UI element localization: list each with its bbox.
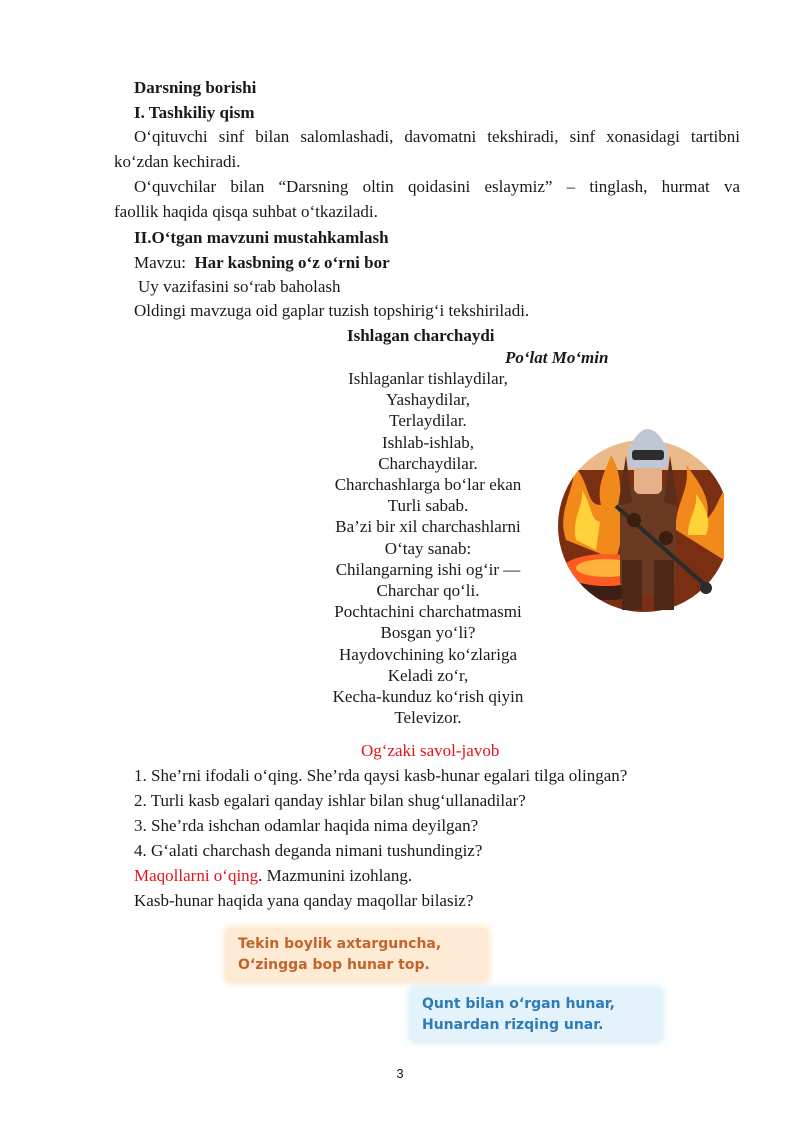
poem-line: Ishlaganlar tishlaydilar, <box>348 369 508 388</box>
proverbs-question: Kasb-hunar haqida yana qanday maqollar bilasiz? <box>134 891 474 910</box>
question-1: 1. She’rni ifodali o‘qing. She’rda qaysi kasb-hunar egalari tilga olingan? <box>134 766 628 785</box>
homework-line: Uy vazifasini so‘rab baholash <box>138 277 341 296</box>
lesson-heading: Darsning borishi <box>134 78 257 97</box>
poem-author: Po‘lat Mo‘min <box>505 348 609 367</box>
poem-line: Terlaydilar. <box>389 411 467 431</box>
section-1-title: I. Tashkiliy qism <box>134 103 255 122</box>
question-3: 3. She’rda ishchan odamlar haqida nima deyilgan? <box>134 816 479 835</box>
topic-line <box>134 252 390 274</box>
poem-line: Ba’zi bir xil charchashlarni <box>335 517 521 537</box>
question-2: 2. Turli kasb egalari qanday ishlar bilan shug‘ullanadilar? <box>134 791 526 810</box>
poem-title: Ishlagan charchaydi <box>347 326 495 345</box>
paragraph-1-line-2: ko‘zdan kechiradi. <box>114 152 241 171</box>
poem-line: Charchashlarga bo‘lar ekan <box>334 475 522 495</box>
proverbs-task <box>134 865 412 887</box>
proverb-2-line-2: Hunardan rizqing unar. <box>422 1017 604 1033</box>
paragraph-2-line-2: faollik haqida qisqa suhbat o‘tkaziladi. <box>114 202 378 221</box>
poem-line: Turli sabab. <box>387 496 469 516</box>
poem-line: Haydovchining ko‘zlariga <box>339 644 517 664</box>
task-check-line: Oldingi mavzuga oid gaplar tuzish topshirig‘i tekshiriladi. <box>134 301 530 320</box>
paragraph-1-line-1: O‘qituvchi sinf bilan salomlashadi, davomatni tekshiradi, sinf xonasidagi tartibni <box>134 127 740 146</box>
poem-line: Chilangarning ishi og‘ir — <box>335 559 521 579</box>
topic-value: Har kasbning o‘z o‘rni bor <box>194 253 390 272</box>
qa-title: Og‘zaki savol-javob <box>361 741 500 760</box>
poem-line: Keladi zo‘r, <box>387 665 469 685</box>
proverb-card-2 <box>410 988 662 1042</box>
page-number: 3 <box>396 1066 404 1081</box>
poem-line: O‘tay sanab: <box>384 538 472 558</box>
question-4: 4. G‘alati charchash deganda nimani tushundingiz? <box>134 841 483 860</box>
poem-line: Ishlab-ishlab, <box>381 432 475 452</box>
proverbs-task-rest: . Mazmunini izohlang. <box>258 866 413 885</box>
poem-line: Kecha-kunduz ko‘rish qiyin <box>332 687 524 707</box>
poem-line: Charchar qo‘li. <box>376 581 480 601</box>
poem-line: Pochtachini charchatmasmi <box>334 602 522 622</box>
poem-line: Charchaydilar. <box>378 453 478 473</box>
section-2-title: II.O‘tgan mavzuni mustahkamlash <box>134 228 389 247</box>
poem-line: Televizor. <box>394 708 462 728</box>
welder-with-fire-icon <box>556 410 724 614</box>
poem-line: Bosgan yo‘li? <box>380 623 476 643</box>
proverb-1-line-1: Tekin boylik axtarguncha, <box>238 936 442 952</box>
proverb-card-1 <box>226 928 488 982</box>
paragraph-2-line-1: O‘quvchilar bilan “Darsning oltin qoidasini eslaymiz” – tinglash, hurmat va <box>134 177 740 196</box>
proverbs-task-highlight: Maqollarni o‘qing <box>134 866 259 885</box>
poem-line: Yashaydilar, <box>385 390 470 410</box>
proverb-2-line-1: Qunt bilan o‘rgan hunar, <box>422 996 615 1012</box>
topic-label: Mavzu: <box>134 253 186 272</box>
proverb-1-line-2: O‘zingga bop hunar top. <box>238 957 430 973</box>
poem-body <box>300 368 556 728</box>
